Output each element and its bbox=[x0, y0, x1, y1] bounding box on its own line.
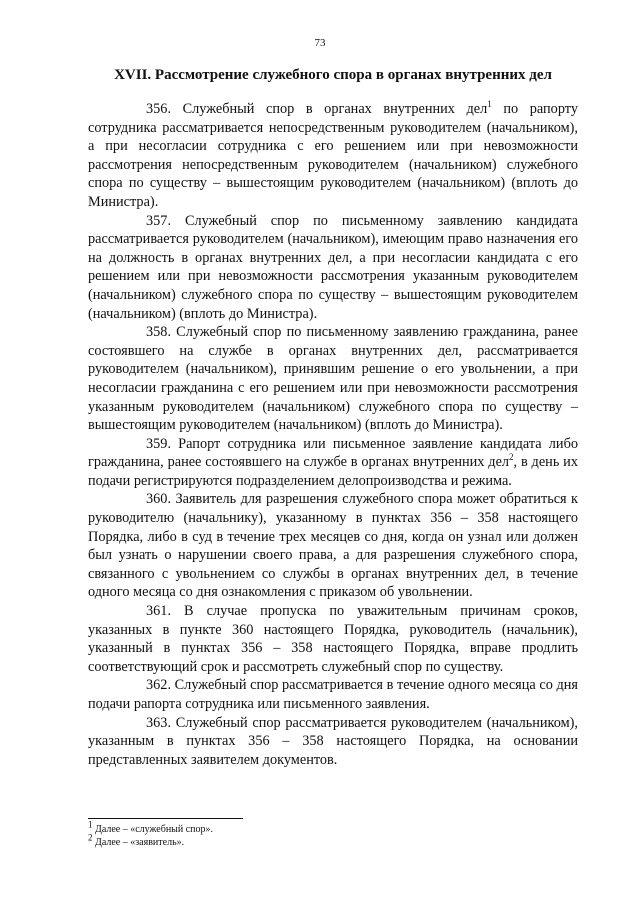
footnote-2: $^2$ Далее – «заявитель». bbox=[88, 832, 185, 848]
footnote-ref-2: 2 bbox=[509, 452, 514, 463]
paragraph-359: 359. Рапорт сотрудника или письменное заявление кандидата либо гражданина, ранее состоявшего на службе в органах внутренних дел$^2$, в день их подачи регистрируются подразделением делопроизводства и режима. bbox=[88, 435, 578, 489]
paragraph-358: 358. Служебный спор по письменному заявлению гражданина, ранее состоявшего на службе в органах внутренних дел, рассматривается руководителем (начальником), принявшим решение о его увольнении, а при несогласии гражданина с его решением или при невозможности рассмотрения указанным руководителем (начальником) служебного спора по существу – вышестоящим руководителем (начальником) (вплоть до Министра). bbox=[88, 324, 578, 434]
footnote-ref-1: 1 bbox=[487, 99, 492, 110]
footnotes bbox=[88, 819, 488, 849]
page-number: 73 bbox=[314, 37, 326, 49]
paragraph-356: 356. Служебный спор в органах внутренних дел$^1$ по рапорту сотрудника рассматривается непосредственным руководителем (начальником), а при несогласии сотрудника с его решением или при невозможности рассмотрения непосредственным руководителем (начальником) служебного спора по существу – вышестоящим руководителем (начальником) (вплоть до Министра). bbox=[88, 99, 578, 210]
body-text bbox=[88, 100, 578, 769]
paragraph-362: 362. Служебный спор рассматривается в течение одного месяца со дня подачи рапорта сотрудника или письменного заявления. bbox=[88, 677, 578, 712]
paragraph-361: 361. В случае пропуска по уважительным причинам сроков, указанных в пункте 360 настоящего Порядка, руководитель (начальник), указанный в пунктах 356 – 358 настоящего Порядка, вправе продлить соответствующий срок и рассмотреть служебный спор по существу. bbox=[88, 603, 578, 675]
footnote-divider bbox=[88, 818, 243, 819]
section-title: XVII. Рассмотрение служебного спора в органах внутренних дел bbox=[114, 67, 552, 83]
paragraph-363: 363. Служебный спор рассматривается руководителем (начальником), указанным в пунктах 356 – 358 настоящего Порядка, на основании представленных заявителем документов. bbox=[88, 714, 578, 768]
paragraph-357: 357. Служебный спор по письменному заявлению кандидата рассматривается руководителем (начальником), имеющим право назначения его на должность в органах внутренних дел, а при несогласии кандидата с его решением или при невозможности рассмотрения указанным руководителем (начальником) служебного спора по существу – вышестоящим руководителем (начальником) (вплоть до Министра). bbox=[88, 212, 578, 322]
footnote-1: $^1$ Далее – «служебный спор». bbox=[88, 819, 214, 835]
paragraph-360: 360. Заявитель для разрешения служебного спора может обратиться к руководителю (начальнику), указанному в пунктах 356 – 358 настоящего Порядка, либо в суд в течение трех месяцев со дня, когда он узнал или должен был узнать о нарушении своего права, а для разрешения служебного спора, связанного с увольнением со службы в органах внутренних дел, в течение одного месяца со дня ознакомления с приказом об увольнении. bbox=[88, 491, 578, 601]
